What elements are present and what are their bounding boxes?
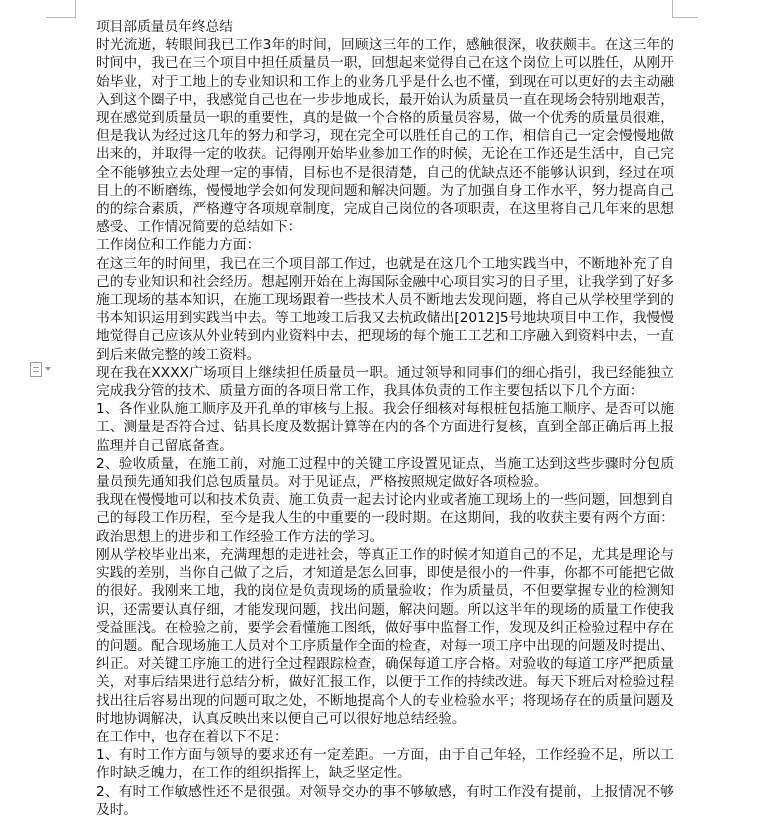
document-title: 项目部质量员年终总结 — [96, 19, 233, 35]
paragraph-reflection: 我现在慢慢地可以和技术负责、施工负责一起去讨论内业或者施工现场上的一些问题，回想到自己的每段工作历程，至今是我人生的中重要的一段时期。在这期间，我的收获主要有两个方面：政治思想上的进步和工作经验工作方法的学习。 — [96, 492, 674, 545]
paragraph-graduation: 刚从学校毕业出来，充满理想的走进社会，等真正工作的时候才知道自己的不足，尤其是理论与实践的差别，当你自己做了之后，才知道是怎么回事，即使是很小的一件事，你都不可能把它做的很好。我刚来工地，我的岗位是负责现场的质量验收；作为质量员，不但要掌握专业的检测知识，还需要认真仔细，才能发现问题，找出问题，解决问题。所以这半年的现场的质量工作使我受益匪浅。在检验之前，要学会看懂施工图纸，做好事中监督工作，发现及纠正检验过程中存在的问题。配合现场施工人员对个工序质量作全面的检查，对每一项工序中出现的问题及时提出、纠正。对关键工序施工的进行全过程跟踪检查，确保每道工序合格。对验收的每道工序严把质量关，对事后结果进行总结分析，做好汇报工作，以便于工作的持续改进。每天下班后对检验过程找出往后容易出现的问题可取之处，不断地提高个人的专业检验水平；将现场存在的质量问题及时地协调解决，认真反映出来以便自己可以很好地总结经验。 — [96, 546, 674, 727]
list-item-2: 2、验收质量，在施工前，对施工过程中的关键工序设置见证点，当施工达到这些步骤时分包质量员预先通知我们总包质量员。对于见证点，严格按照规定做好各项检验。 — [96, 455, 674, 491]
document-body — [96, 18, 674, 819]
section-heading-job-ability: 工作岗位和工作能力方面： — [96, 237, 261, 254]
crop-mark-top-left-vertical — [75, 0, 76, 18]
crop-mark-top-right-horizontal — [672, 17, 698, 18]
chevron-down-icon — [45, 367, 51, 371]
shortcoming-item-1: 1、有时工作方面与领导的要求还有一定差距。一方面，由于自己年轻，工作经验不足，所以工作时缺乏魄力，在工作的组织指挥上，缺乏坚定性。 — [96, 747, 674, 782]
paragraph-current-project: 现在我在XXXX广场项目上继续担任质量员一职。通过领导和同事们的细心指引，我已经能独立完成我分管的技术、质量方面的各项日常工作，我具体负责的工作主要包括以下几个方面： — [96, 364, 674, 400]
crop-mark-top-right-vertical — [672, 0, 673, 18]
shortcoming-item-2: 2、有时工作敏感性还不是很强。对领导交办的事不够敏感，有时工作没有提前，上报情况不够及时。 — [96, 783, 674, 818]
crop-mark-top-left-horizontal — [46, 17, 76, 18]
paragraph-intro: 时光流逝，转眼间我已工作3年的时间，回顾这三年的工作，感触很深，收获颇丰。在这三年的时间中，我已在三个项目中担任质量员一职，回想起来觉得自己在这个岗位上可以胜任，从刚开始毕业，对于工地上的专业知识和工作上的业务几乎是什么也不懂，到现在可以更好的去主动融入到这个圈子中，我感觉自己也在一步步地成长，最开始认为质量员一直在现场会特别地艰苦，现在感觉到质量员一职的重要性，真的是做一个合格的质量员容易，做一个优秀的质量员很难，但是我认为经过这几年的努力和学习，现在完全可以胜任自己的工作，相信自己一定会慢慢地做出来的，并取得一定的收获。记得刚开始毕业参加工作的时候，无论在工作还是生活中，自己完全不能够独立去处理一定的事情，目标也不是很清楚，自己的优缺点还不能够认识到，经过在项目上的不断磨练，慢慢地学会如何发现问题和解决问题。为了加强自身工作水平，努力提高自己的的综合素质，严格遵守各项规章制度，完成自己岗位的各项职责，在这里将自己几年来的思想感受、工作情况简要的总结如下： — [96, 37, 674, 236]
document-icon — [30, 362, 42, 377]
list-item-1: 1、各作业队施工顺序及开孔单的审核与上报。我会仔细核对每根桩包括施工顺序、是否可以施工、测量是否符合过、钻具长度及数据计算等在内的各个方面进行复核，直到全部正确后再上报监理并自己留底备查。 — [96, 401, 674, 454]
section-heading-shortcomings: 在工作中，也存在着以下不足： — [96, 728, 288, 745]
paragraph-three-years: 在这三年的时间里，我已在三个项目部工作过，也就是在这几个工地实践当中，不断地补充了自己的专业知识和社会经历。想起刚开始在上海国际金融中心项目实习的日子里，让我学到了好多施工现场的基本知识，在施工现场跟着一些技术人员不断地去发现问题，将自己从学校里学到的书本知识运用到实践当中去。等工地竣工后我又去杭政储出[2012]5号地块项目中工作，我慢慢地觉得自己应该从外业转到内业资料中去，把现场的每个施工工艺和工序融入到资料中去，一直到后来做完整的竣工资料。 — [96, 255, 674, 363]
document-outline-icon[interactable] — [30, 361, 52, 377]
